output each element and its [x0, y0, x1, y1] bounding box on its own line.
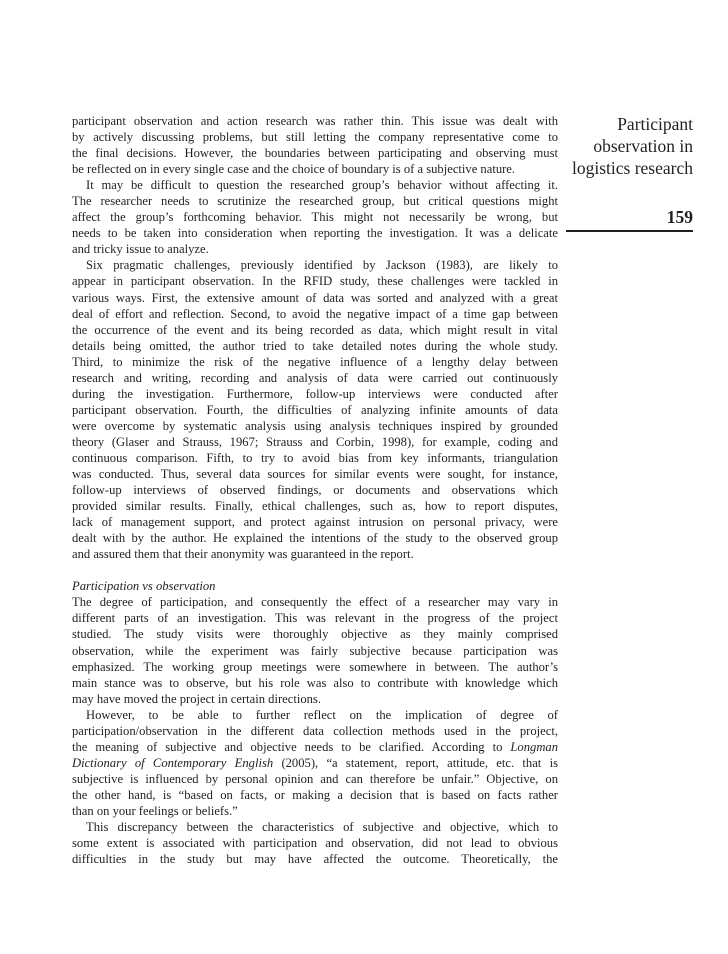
text-line: observation, while the experiment was fairly subjective because participation was	[72, 643, 558, 658]
text-line: the other hand, is “based on facts, or making a decision that is based on facts rather	[72, 787, 558, 802]
paragraph-3	[72, 257, 558, 562]
running-head	[543, 113, 693, 228]
text-line: Third, to minimize the risk of the negative influence of a lengthy delay between	[72, 354, 558, 369]
text-line	[72, 739, 558, 755]
text-line: difficulties in the study but may have affected the outcome. Theoretically, the	[72, 852, 558, 867]
text-line: The degree of participation, and consequently the effect of a researcher may vary in	[72, 595, 558, 610]
text-line: continuous comparison. Fifth, to try to avoid bias from key informants, triangulation	[72, 450, 558, 465]
text-line: emphasized. The working group meetings were somewhere in between. The author’s	[72, 659, 558, 674]
text-line: research and writing, recording and analysis of data were carried out continuously	[72, 370, 558, 385]
text-line: subjective is influenced by personal opinion and can therefore be unfair.” Objective, on	[72, 771, 558, 786]
text-run: (2005), “a statement, report, attitude, etc. that is	[273, 755, 558, 770]
text-line: and assured them that their anonymity was guaranteed in the report.	[72, 547, 414, 562]
text-line: by actively discussing problems, but still letting the company representative come to	[72, 130, 558, 145]
citation-title: Dictionary of Contemporary English	[72, 755, 274, 770]
text-line: than on your feelings or beliefs.”	[72, 803, 238, 818]
paragraph-4	[72, 594, 558, 706]
text-line: participant observation and action research was rather thin. This issue was dealt with	[72, 114, 558, 128]
text-line: be reflected on in every single case and the choice of boundary is of a subjective nature.	[72, 162, 516, 177]
running-head-line: logistics research	[572, 158, 693, 178]
running-head-line: observation in	[593, 136, 693, 156]
paragraph-6	[72, 819, 558, 867]
text-line: provided similar results. Finally, ethical challenges, such as, how to report disputes,	[72, 499, 558, 514]
text-line: theory (Glaser and Strauss, 1967; Strauss and Corbin, 1998), for example, coding and	[72, 434, 558, 449]
body-text-column	[72, 113, 558, 867]
text-line: were overcome by systematic analysis using analysis techniques inspired by grounded	[72, 418, 558, 433]
paragraph-2	[72, 177, 558, 257]
running-head-rule	[566, 230, 693, 232]
text-line: deal of effort and reflection. Second, to avoid the negative impact of a time gap between	[72, 306, 558, 321]
text-line: various ways. First, the extensive amount of data was sorted and analyzed with a great	[72, 290, 558, 305]
text-line: may have moved the project in certain directions.	[72, 691, 321, 706]
text-line: dealt with by the author. He explained the intentions of the study to the observed group	[72, 531, 558, 546]
text-line: some extent is associated with participation and observation, did not lead to obvious	[72, 836, 558, 851]
text-line: This discrepancy between the characteristics of subjective and objective, which to	[86, 820, 558, 835]
text-line: and tricky issue to analyze.	[72, 242, 209, 257]
text-line: the occurrence of the event and its being recorded as data, which might result in vital	[72, 322, 558, 337]
text-line: However, to be able to further reflect on the implication of degree of	[86, 707, 558, 722]
text-line: The researcher needs to scrutinize the researched group, but critical questions might	[72, 194, 558, 209]
paragraph-1	[72, 113, 558, 177]
text-line: affect the group’s forthcoming behavior. This might not necessarily be wrong, but	[72, 210, 558, 225]
text-line: studied. The study visits were thoroughly objective as they mainly comprised	[72, 627, 558, 642]
text-line: Six pragmatic challenges, previously identified by Jackson (1983), are likely to	[86, 258, 558, 273]
text-line: main stance was to observe, but his role was also to contribute with knowledge which	[72, 675, 558, 690]
running-head-line: Participant	[617, 114, 693, 134]
text-line: during the investigation. Furthermore, follow-up interviews were conducted after	[72, 386, 558, 401]
page-number: 159	[666, 207, 693, 227]
text-line	[72, 755, 558, 771]
text-line: lack of management support, and protect against intrusion on personal privacy, were	[72, 515, 558, 530]
text-line: participant observation. Fourth, the difficulties of analyzing infinite amounts of data	[72, 402, 558, 417]
text-line: participation/observation in the different data collection methods used in the project,	[72, 723, 558, 738]
citation-title: Longman	[510, 739, 559, 754]
text-line: the final decisions. However, the boundaries between participating and observing must	[72, 146, 558, 161]
text-line: different parts of an investigation. This was relevant in the progress of the project	[72, 611, 558, 626]
text-line: It may be difficult to question the researched group’s behavior without affecting it.	[86, 178, 558, 193]
text-line: needs to be taken into consideration when reporting the investigation. It was a delicate	[72, 226, 558, 241]
paragraph-5	[72, 707, 558, 819]
section-heading: Participation vs observation	[72, 579, 216, 594]
text-line: follow-up interviews of observed findings, or documents and observations which	[72, 483, 558, 498]
text-run: the meaning of subjective and objective needs to be clarified. According to	[72, 739, 503, 754]
text-line: details being omitted, the author tried to take detailed notes during the whole study.	[72, 338, 558, 353]
text-line: was conducted. Thus, several data sources for similar events were sought, for instance,	[72, 467, 558, 482]
text-line: appear in participant observation. In the RFID study, these challenges were tackled in	[72, 274, 558, 289]
